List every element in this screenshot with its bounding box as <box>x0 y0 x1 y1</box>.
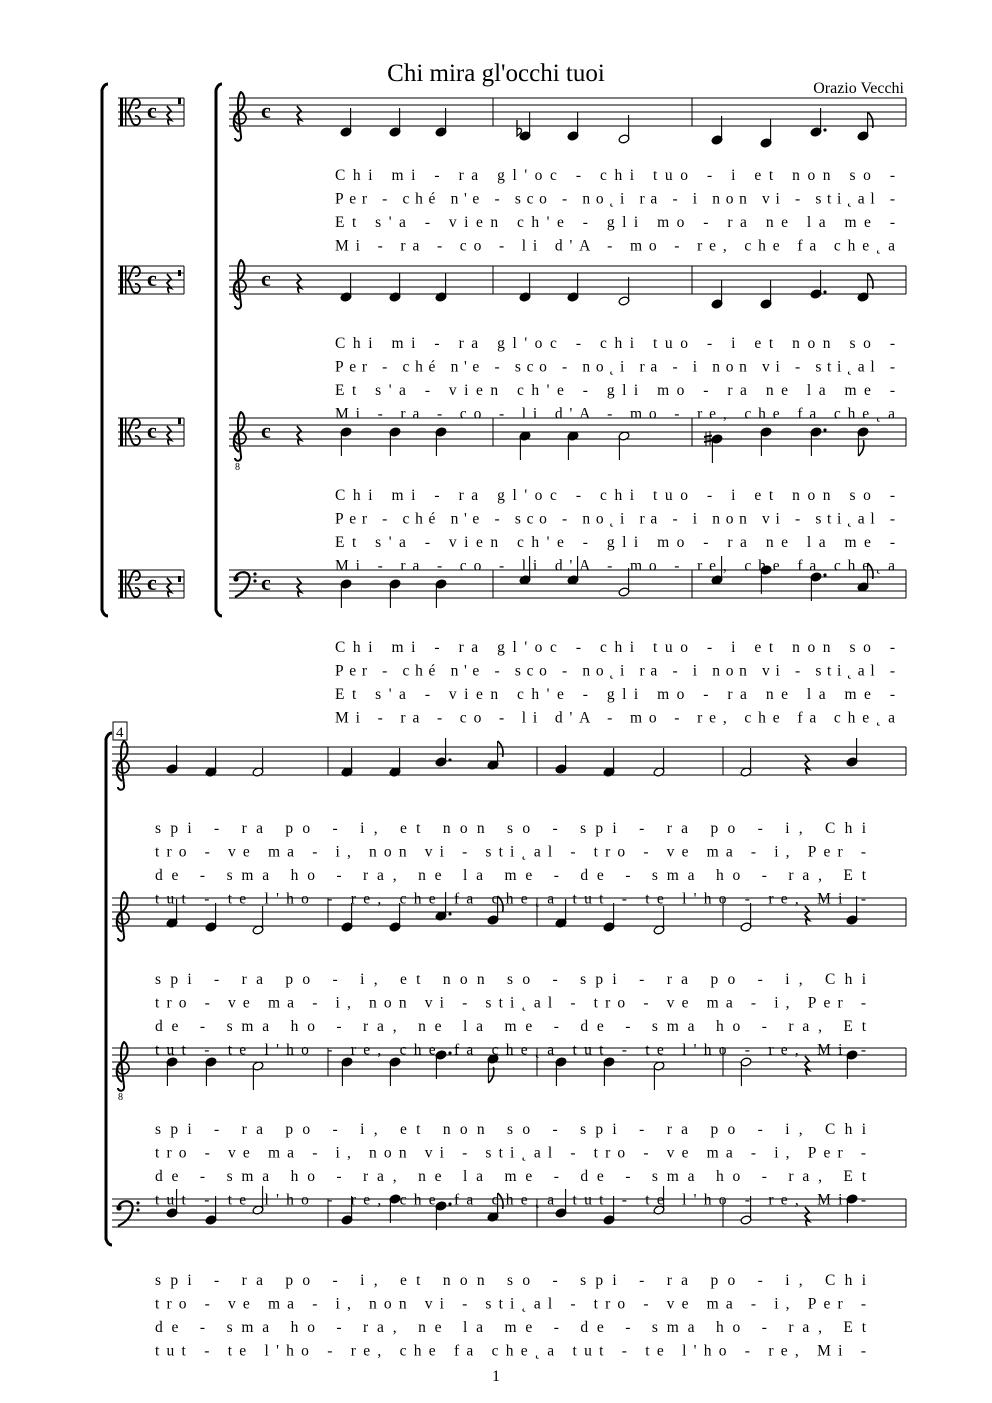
alto-clef-bar <box>120 418 123 446</box>
lyric-line <box>335 639 895 656</box>
quarter-rest <box>297 274 301 293</box>
incipit-rest <box>167 578 171 597</box>
augmentation-dot <box>448 1202 451 1205</box>
lyric-line-text: tut - te l'ho - re, che fa che˛a tut - te l'ho - re, Mi - <box>155 1342 866 1360</box>
lyric-line-text: tro - ve ma - i, non vi - sti˛al - tro - ve ma - i, Per - <box>154 843 867 861</box>
lyric-line <box>335 710 895 727</box>
lyric-line-text: de - sma ho - ra, ne la me - de - sma ho - ra, Et <box>154 1018 867 1035</box>
incipit-note <box>178 98 181 104</box>
lyric-line-text: tro - ve ma - i, non vi - sti˛al - tro - ve ma - i, Per - <box>154 1295 867 1313</box>
lyric-line-text: Per - ché n'e - sco - no˛i ra - i non vi - sti˛al - <box>335 358 895 376</box>
lyric-line-text: Chi mi - ra gl'oc - chi tuo - i et non so - <box>335 335 895 352</box>
lyric-line-text: de - sma ho - ra, ne la me - de - sma ho - ra, Et <box>154 1319 867 1336</box>
bass-clef-head <box>233 576 238 581</box>
quarter-rest <box>805 1207 809 1226</box>
lyric-line-text: Et s'a - vien ch'e - gli mo - ra ne la me - <box>335 382 895 399</box>
lyric-line <box>335 214 895 231</box>
common-time-signature: c <box>261 98 271 123</box>
flat-sign <box>517 120 522 136</box>
lyric-line <box>335 359 895 376</box>
lyric-line-text: spi - ra po - i, et non so - spi - ra po - i, Chi <box>154 1272 867 1289</box>
lyric-line <box>155 844 866 861</box>
lyric-line-text: Chi mi - ra gl'oc - chi tuo - i et non so - <box>335 639 895 656</box>
lyric-line <box>155 1042 866 1059</box>
common-time-signature: c <box>147 266 157 291</box>
bass-clef-head <box>116 1205 121 1210</box>
bass-clef-dot <box>253 579 256 582</box>
note-flag <box>858 440 863 456</box>
lyric-line <box>155 1168 867 1185</box>
incipit-note <box>178 270 181 276</box>
lyric-line-text: Chi mi - ra gl'oc - chi tuo - i et non so - <box>335 487 895 504</box>
incipit-note <box>178 418 181 424</box>
lyric-line-text: tut - te l'ho - re, che fa che˛a tut - te l'ho - re, Mi - <box>155 1191 866 1209</box>
bass-clef <box>116 1201 139 1226</box>
lyric-line-text: tut - te l'ho - re, che fa che˛a tut - te l'ho - re, Mi - <box>155 1041 866 1059</box>
augmentation-dot <box>823 128 826 131</box>
treble-clef-curve <box>234 412 245 461</box>
lyric-line <box>155 971 867 988</box>
lyric-line <box>155 1319 867 1336</box>
lyric-line <box>335 238 895 255</box>
alto-clef-bar <box>125 98 126 126</box>
lyric-line-text: de - sma ho - ra, ne la me - de - sma ho - ra, Et <box>154 867 867 884</box>
bass-clef-dot <box>136 1201 139 1204</box>
lyric-line-text: Mi - ra - co - li d'A - mo - re, che fa che˛a <box>335 557 895 575</box>
incipit-bracket <box>102 84 108 616</box>
alto-clef-bar <box>120 98 123 126</box>
common-time-signature: c <box>147 418 157 443</box>
system-bracket <box>216 84 222 616</box>
system-bracket <box>106 733 112 1245</box>
voice-staff <box>229 570 906 598</box>
quarter-rest <box>805 1056 809 1075</box>
augmentation-dot <box>823 290 826 293</box>
lyric-line <box>335 191 895 208</box>
page-number: 1 <box>492 1368 500 1385</box>
quarter-rest <box>297 106 301 125</box>
lyric-line-text: Per - ché n'e - sco - no˛i ra - i non vi - sti˛al - <box>335 190 895 208</box>
lyric-line <box>155 1296 866 1313</box>
alto-clef-bar <box>125 266 126 294</box>
incipit-rest <box>167 274 171 293</box>
octave-eight: 8 <box>118 1092 123 1103</box>
lyric-line <box>335 167 895 184</box>
quarter-rest <box>297 578 301 597</box>
lyric-line-text: spi - ra po - i, et non so - spi - ra po - i, Chi <box>154 971 867 988</box>
lyric-line-text: Mi - ra - co - li d'A - mo - re, che fa che˛a <box>335 237 895 255</box>
alto-clef-bar <box>120 570 123 598</box>
composer-name: Orazio Vecchi <box>813 80 904 97</box>
lyric-line <box>155 995 866 1012</box>
treble-clef-curve <box>234 92 245 141</box>
lyric-line-text: Mi - ra - co - li d'A - mo - re, che fa che˛a <box>335 405 895 423</box>
treble-clef <box>234 260 246 309</box>
lyric-line-text: spi - ra po - i, et non so - spi - ra po - i, Chi <box>154 820 867 837</box>
octave-eight: 8 <box>235 462 240 473</box>
lyric-line <box>335 335 895 352</box>
bass-clef-dot <box>253 572 256 575</box>
treble-clef <box>117 1042 129 1091</box>
common-time-signature: c <box>147 98 157 123</box>
voice-staff <box>229 98 906 126</box>
bass-clef-dot <box>136 1208 139 1211</box>
lyric-line <box>335 382 895 399</box>
voice-staff <box>229 418 906 446</box>
incipit-note <box>178 576 181 582</box>
common-time-signature: c <box>261 266 271 291</box>
treble-clef <box>117 892 129 941</box>
lyric-line <box>335 686 895 703</box>
treble-clef-curve <box>117 892 128 941</box>
piece-title: Chi mira gl'occhi tuoi <box>387 60 605 87</box>
lyric-line <box>335 406 895 423</box>
lyric-line-text: de - sma ho - ra, ne la me - de - sma ho - ra, Et <box>154 1168 867 1185</box>
measure-number: 4 <box>116 725 124 741</box>
lyric-line-text: tut - te l'ho - re, che fa che˛a tut - te l'ho - re, Mi - <box>155 890 866 908</box>
lyric-line <box>155 867 867 884</box>
treble-clef-curve <box>117 1042 128 1091</box>
lyric-line <box>155 1343 866 1360</box>
common-time-signature: c <box>147 570 157 595</box>
treble-clef <box>234 412 246 461</box>
incipit-rest <box>167 106 171 125</box>
augmentation-dot <box>448 912 451 915</box>
lyric-line-text: Mi - ra - co - li d'A - mo - re, che fa che˛a <box>335 709 895 727</box>
common-time-signature: c <box>261 570 271 595</box>
alto-clef-bar <box>120 266 123 294</box>
lyric-line <box>335 487 895 504</box>
treble-clef <box>234 92 246 141</box>
lyric-line <box>335 511 895 528</box>
lyric-line <box>335 534 895 551</box>
lyric-line-text: tro - ve ma - i, non vi - sti˛al - tro - ve ma - i, Per - <box>154 994 867 1012</box>
voice-staff <box>229 266 906 294</box>
lyric-line-text: Et s'a - vien ch'e - gli mo - ra ne la me - <box>335 214 895 231</box>
bass-clef-curve <box>118 1201 133 1226</box>
treble-clef-curve <box>117 741 128 790</box>
lyric-line <box>155 1272 867 1289</box>
bass-clef <box>233 572 256 597</box>
quarter-rest <box>297 426 301 445</box>
lyric-line <box>335 663 895 680</box>
bass-clef-curve <box>235 572 250 597</box>
augmentation-dot <box>448 1051 451 1054</box>
lyric-line-text: Chi mi - ra gl'oc - chi tuo - i et non so - <box>335 167 895 184</box>
voice-staff <box>112 747 906 775</box>
lyric-line <box>155 820 867 837</box>
lyric-line-text: Et s'a - vien ch'e - gli mo - ra ne la me - <box>335 534 895 551</box>
lyric-line-text: Et s'a - vien ch'e - gli mo - ra ne la me - <box>335 686 895 703</box>
lyric-line-text: spi - ra po - i, et non so - spi - ra po - i, Chi <box>154 1121 867 1138</box>
treble-clef <box>117 741 129 790</box>
lyric-line <box>155 1145 866 1162</box>
treble-clef-curve <box>234 260 245 309</box>
lyric-line-text: tro - ve ma - i, non vi - sti˛al - tro - ve ma - i, Per - <box>154 1144 867 1162</box>
alto-clef-bar <box>125 570 126 598</box>
incipit-rest <box>167 426 171 445</box>
alto-clef-bar <box>125 418 126 446</box>
lyric-line <box>335 558 895 575</box>
augmentation-dot <box>448 758 451 761</box>
lyric-line <box>155 1121 867 1138</box>
augmentation-dot <box>823 428 826 431</box>
quarter-rest <box>805 906 809 925</box>
note-flag <box>498 741 503 757</box>
common-time-signature: c <box>261 418 271 443</box>
quarter-rest <box>805 755 809 774</box>
lyric-line-text: Per - ché n'e - sco - no˛i ra - i non vi - sti˛al - <box>335 510 895 528</box>
lyric-line-text: Per - ché n'e - sco - no˛i ra - i non vi - sti˛al - <box>335 662 895 680</box>
lyric-line <box>155 1018 867 1035</box>
